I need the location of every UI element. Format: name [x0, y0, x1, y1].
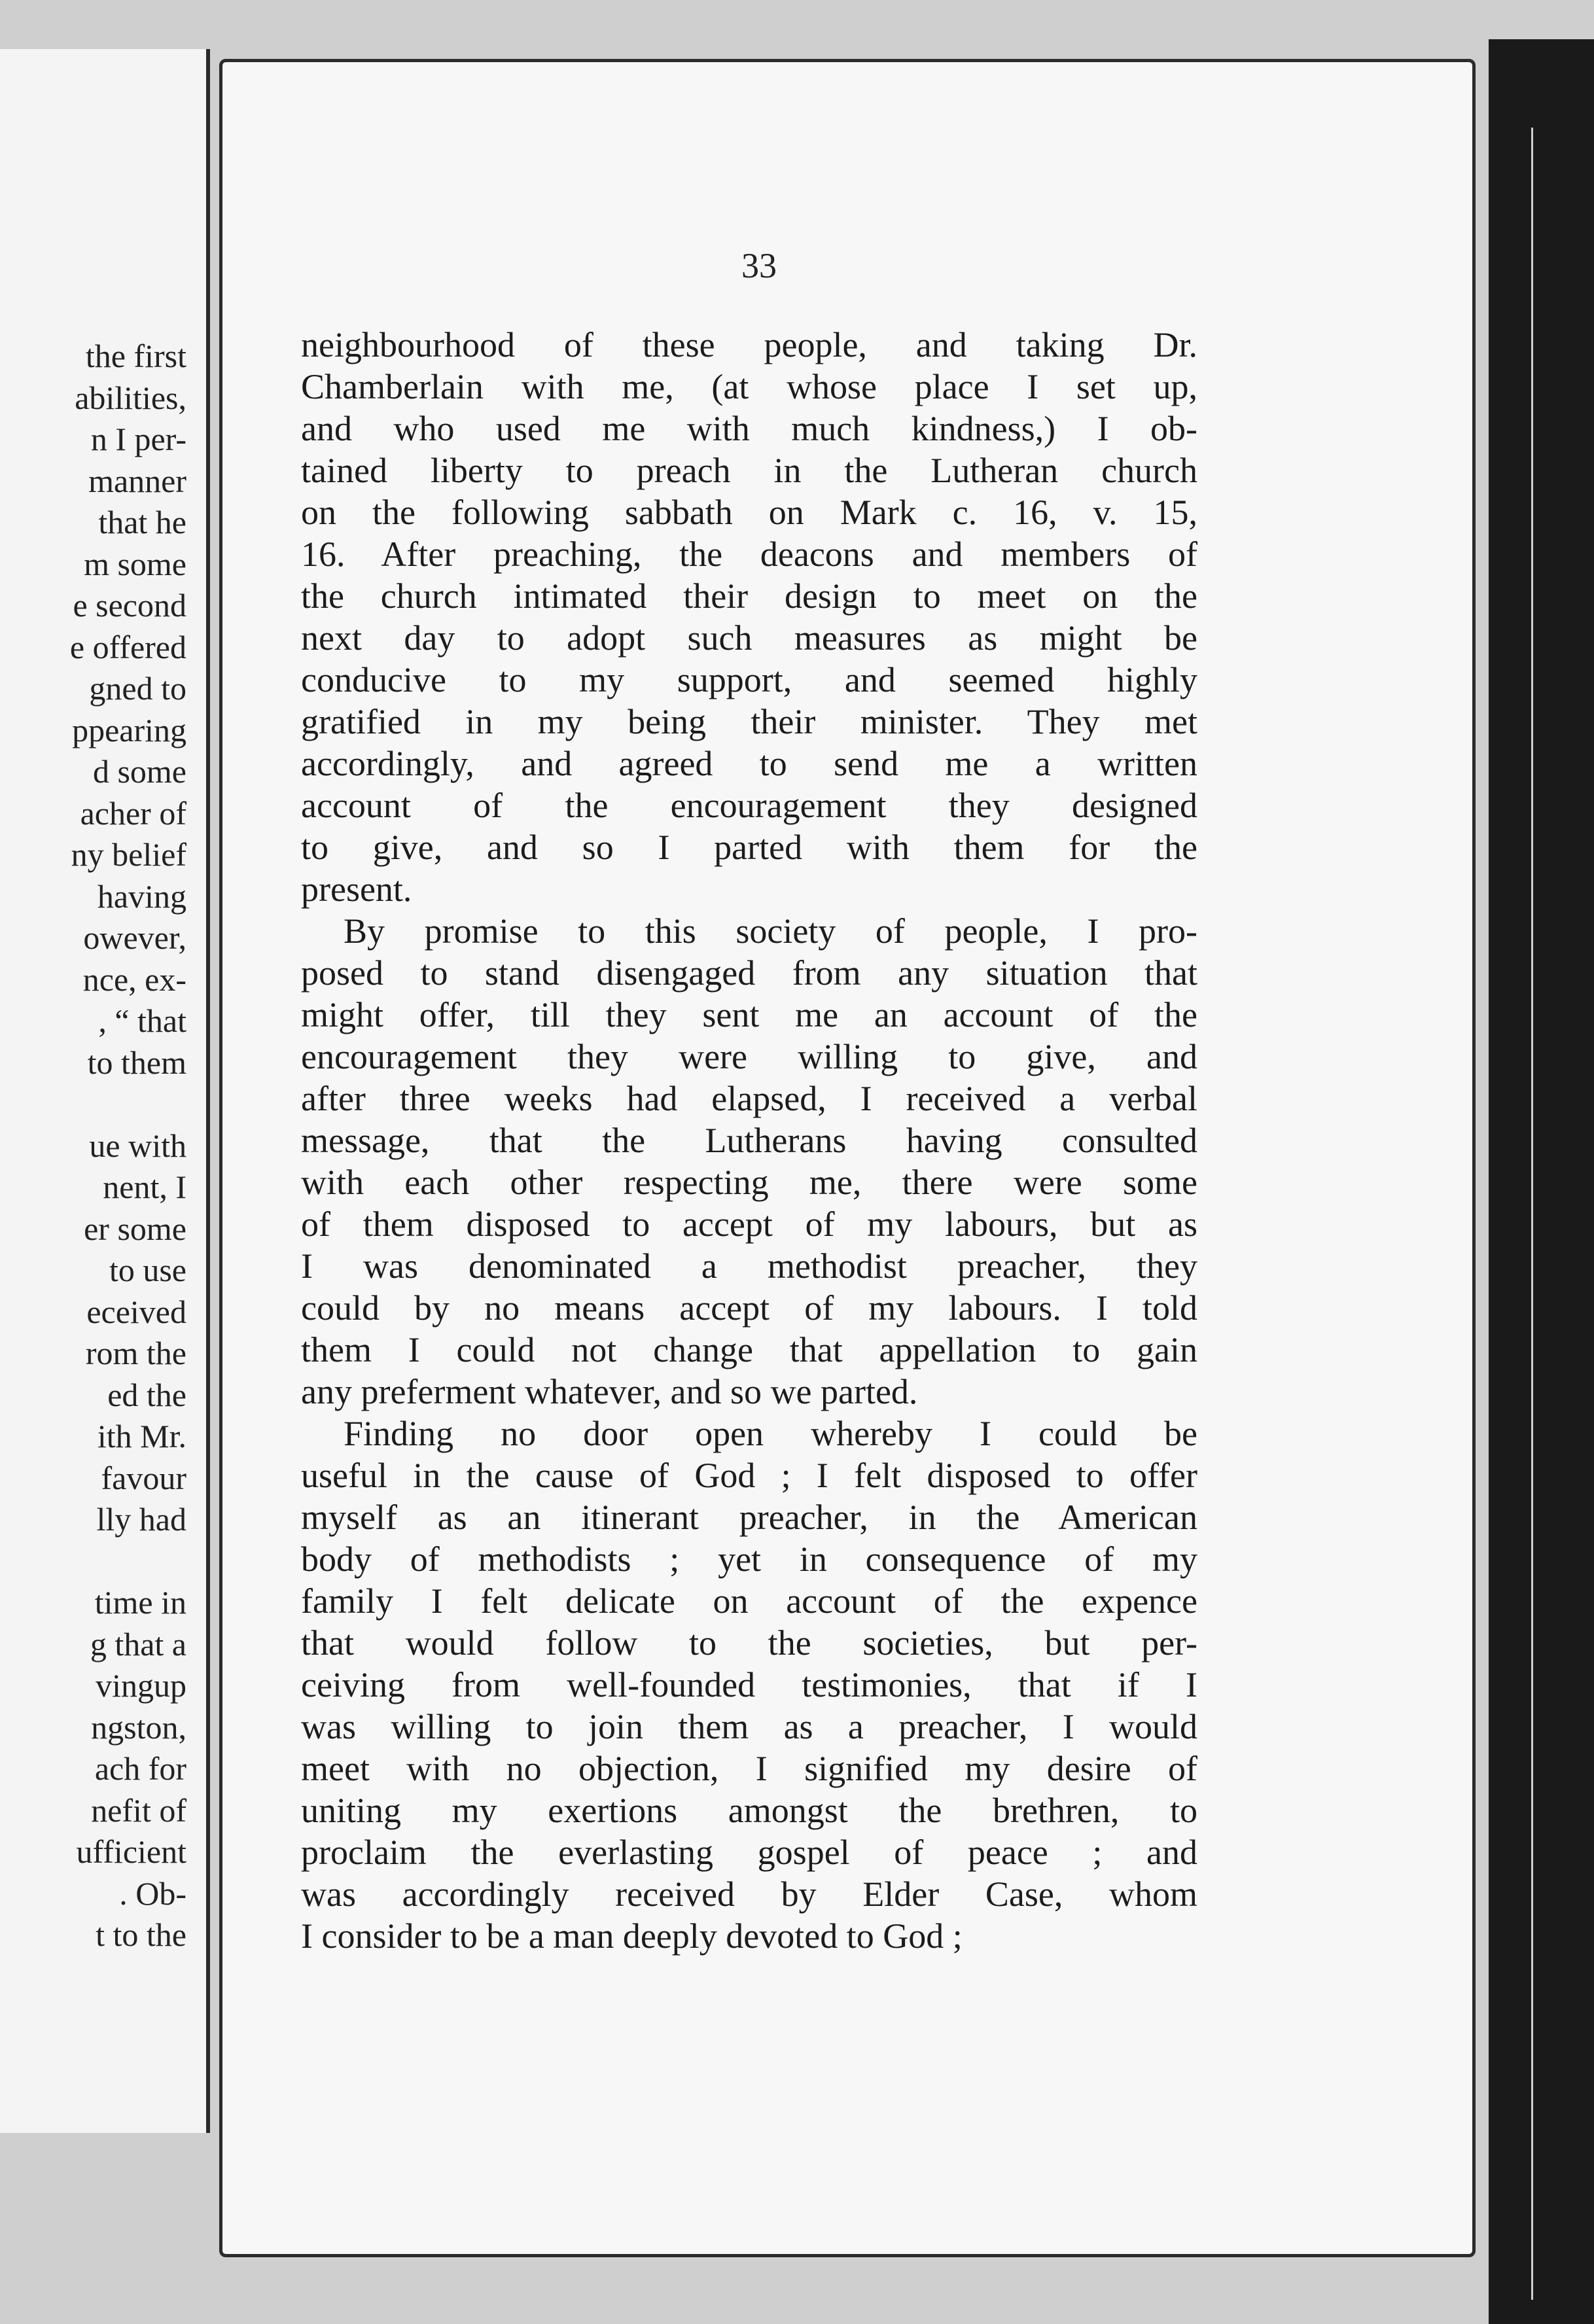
text-line: of them disposed to accept of my labours, but as [301, 1205, 1197, 1244]
left-page-line: ed the [107, 1376, 186, 1413]
left-page-line: ue with [89, 1127, 186, 1164]
left-page-line: favour [101, 1459, 186, 1496]
text-line: message, that the Lutherans having consulted [301, 1121, 1197, 1160]
left-page-line: ny belief [71, 836, 186, 873]
left-page-line: nce, ex- [82, 960, 186, 998]
left-page-line: time in [94, 1584, 186, 1621]
left-page-line: nefit of [91, 1791, 186, 1829]
text-line: tained liberty to preach in the Lutheran church [301, 451, 1197, 490]
text-line: might offer, till they sent me an account of the [301, 995, 1197, 1034]
left-page-line: er some [84, 1210, 186, 1247]
left-page-line: nent, I [103, 1169, 186, 1205]
text-line: accordingly, and agreed to send me a written [301, 744, 1197, 783]
left-page-line: the first [85, 338, 186, 374]
text-line: 16. After preaching, the deacons and members of [301, 535, 1197, 574]
left-page-line: n I per- [90, 421, 186, 457]
left-page-line: d some [92, 753, 186, 790]
left-page-line: to them [87, 1044, 186, 1081]
text-line: Chamberlain with me, (at whose place I set up, [301, 367, 1197, 406]
text-line: next day to adopt such measures as might be [301, 618, 1197, 658]
left-page-line: , “ that [98, 1002, 186, 1039]
left-page-line: vingup [96, 1667, 186, 1704]
text-line: any preferment whatever, and so we parted. [301, 1372, 918, 1411]
page-number: 33 [741, 246, 777, 285]
text-line: gratified in my being their minister. They met [301, 702, 1197, 741]
text-line: the church intimated their design to meet on the [301, 576, 1197, 616]
left-page-fragment [0, 49, 210, 2133]
left-page-line: owever, [83, 919, 186, 956]
text-line: after three weeks had elapsed, I received a verbal [301, 1079, 1197, 1118]
left-page-line: gned to [89, 670, 186, 707]
text-line: with each other respecting me, there were some [301, 1163, 1197, 1202]
left-page-line: rom the [85, 1335, 186, 1371]
left-page-line: g that a [90, 1625, 186, 1663]
left-page-line: ith Mr. [97, 1418, 186, 1454]
text-line: could by no means accept of my labours. I told [301, 1288, 1197, 1328]
text-line: was willing to join them as a preacher, I would [301, 1707, 1197, 1746]
text-line: I consider to be a man deeply devoted to God ; [301, 1916, 963, 1956]
text-line: myself as an itinerant preacher, in the American [301, 1498, 1197, 1537]
text-line: Finding no door open whereby I could be [344, 1414, 1197, 1453]
left-page-line: that he [98, 504, 186, 540]
left-page-line: eceived [86, 1293, 186, 1330]
text-line: posed to stand disengaged from any situation that [301, 953, 1197, 993]
text-line: conducive to my support, and seemed highly [301, 660, 1197, 699]
left-page-line: having [97, 877, 186, 915]
left-page-line: ach for [94, 1750, 186, 1787]
left-page-line: ufficient [76, 1833, 186, 1870]
left-page-line: e offered [69, 628, 186, 665]
left-page-line: abilities, [75, 379, 186, 416]
text-line: family I felt delicate on account of the expence [301, 1581, 1197, 1621]
text-line: on the following sabbath on Mark c. 16, v. 15, [301, 493, 1197, 532]
left-page-line: manner [88, 462, 186, 499]
text-line: body of methodists ; yet in consequence of my [301, 1540, 1197, 1579]
left-page-line: e second [73, 587, 186, 624]
text-line: present. [301, 870, 412, 909]
text-line: account of the encouragement they designed [301, 786, 1197, 825]
text-line: was accordingly received by Elder Case, whom [301, 1875, 1197, 1914]
text-line: proclaim the everlasting gospel of peace ; and [301, 1833, 1197, 1872]
page-fold-shadow [1531, 128, 1594, 2300]
left-page-line: m some [84, 545, 186, 582]
left-page-line: ppearing [72, 711, 186, 748]
left-page-line: lly had [96, 1501, 186, 1538]
text-line: useful in the cause of God ; I felt disposed to offer [301, 1456, 1197, 1495]
body-text [301, 324, 1197, 1957]
text-line: By promise to this society of people, I pro- [344, 911, 1197, 951]
text-line: that would follow to the societies, but per- [301, 1623, 1197, 1663]
text-line: them I could not change that appellation to gain [301, 1330, 1197, 1369]
left-page-line: . Ob- [119, 1875, 186, 1912]
left-page-line: acher of [80, 794, 186, 832]
text-line: encouragement they were willing to give, and [301, 1037, 1197, 1076]
text-line: and who used me with much kindness,) I ob- [301, 409, 1197, 448]
text-line: ceiving from well-founded testimonies, that if I [301, 1665, 1197, 1704]
left-page-line: to use [109, 1252, 186, 1288]
text-line: I was denominated a methodist preacher, they [301, 1246, 1197, 1286]
left-page-line: ngston, [91, 1708, 186, 1746]
text-line: to give, and so I parted with them for the [301, 828, 1197, 867]
left-page-line: t to the [96, 1916, 186, 1953]
text-line: meet with no objection, I signified my desire of [301, 1749, 1197, 1788]
text-line: neighbourhood of these people, and taking Dr. [301, 325, 1197, 364]
text-line: uniting my exertions amongst the brethren, to [301, 1791, 1197, 1830]
